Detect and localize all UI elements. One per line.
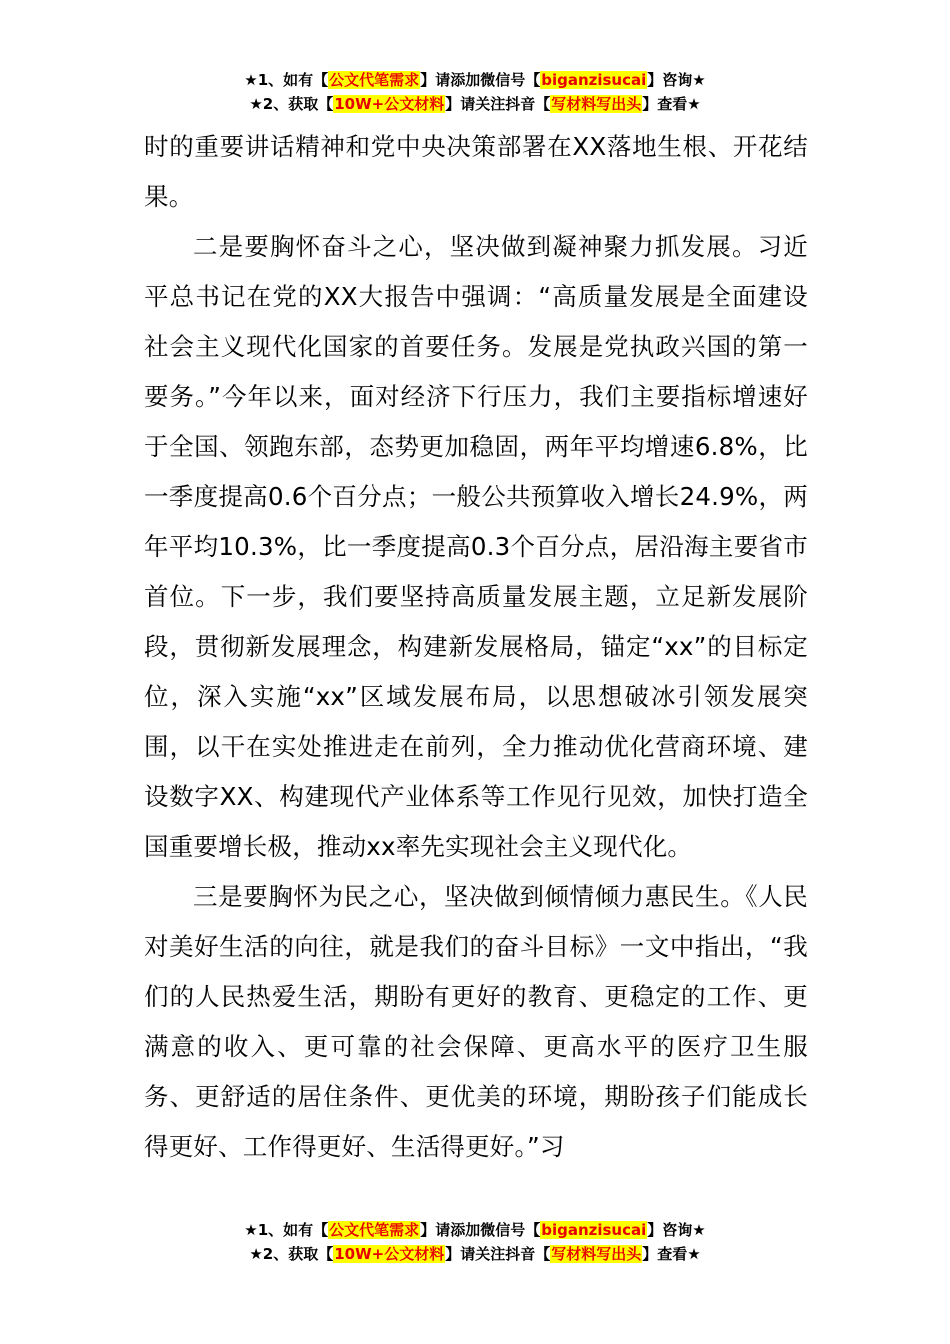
banner-text: 】查看★ [642, 95, 701, 113]
banner-text: ★2、获取【 [249, 95, 334, 113]
paragraph-continuation: 时的重要讲话精神和党中央决策部署在XX落地生根、开花结果。 [144, 132, 808, 211]
paragraph-three: 三是要胸怀为民之心，坚决做到倾情倾力惠民生。《人民对美好生活的向往，就是我们的奋斗目标》一文中指出，“我们的人民热爱生活，期盼有更好的教育、更稳定的工作、更满意的收入、更可靠的社会保障、更高水平的医疗卫生服务、更舒适的居住条件、更优美的环境，期盼孩子们能成长得更好、工作得更好、生活得更好。”习 [144, 882, 808, 1161]
banner-text: ★1、如有【 [244, 71, 329, 89]
banner-text: 】请关注抖音【 [445, 95, 551, 113]
banner-line-2 [0, 92, 950, 116]
banner-text: 】咨询★ [647, 71, 706, 89]
highlight-materials: 10W+公文材料 [334, 95, 445, 113]
banner-text: 】请添加微信号【 [420, 1221, 541, 1239]
footer-banner [0, 1218, 950, 1266]
banner-text: 】请关注抖音【 [445, 1245, 551, 1263]
banner-line-2 [0, 1242, 950, 1266]
highlight-douyin-account: 写材料写出头 [551, 95, 642, 113]
banner-line-1 [0, 1218, 950, 1242]
paragraph-two: 二是要胸怀奋斗之心，坚决做到凝神聚力抓发展。习近平总书记在党的XX大报告中强调：“高质量发展是全面建设社会主义现代化国家的首要任务。发展是党执政兴国的第一要务。”今年以来，面对经济下行压力，我们主要指标增速好于全国、领跑东部，态势更加稳固，两年平均增速6.8%，比一季度提高0.6个百分点；一般公共预算收入增长24.9%，两年平均10.3%，比一季度提高0.3个百分点，居沿海主要省市首位。下一步，我们要坚持高质量发展主题，立足新发展阶段，贯彻新发展理念，构建新发展格局，锚定“xx”的目标定位，深入实施“xx”区域发展布局，以思想破冰引领发展突围，以干在实处推进走在前列，全力推动优化营商环境、建设数字XX、构建现代产业体系等工作见行见效，加快打造全国重要增长极，推动xx率先实现社会主义现代化。 [144, 232, 808, 861]
header-banner [0, 68, 950, 116]
document-body [144, 122, 808, 1172]
highlight-materials: 10W+公文材料 [334, 1245, 445, 1263]
banner-line-1 [0, 68, 950, 92]
highlight-douyin-account: 写材料写出头 [551, 1245, 642, 1263]
highlight-service: 公文代笔需求 [329, 1221, 420, 1239]
banner-text: ★2、获取【 [249, 1245, 334, 1263]
highlight-wechat-id: biganzisucai [541, 1221, 647, 1239]
banner-text: 】请添加微信号【 [420, 71, 541, 89]
banner-text: 】查看★ [642, 1245, 701, 1263]
highlight-wechat-id: biganzisucai [541, 71, 647, 89]
banner-text: 】咨询★ [647, 1221, 706, 1239]
highlight-service: 公文代笔需求 [329, 71, 420, 89]
banner-text: ★1、如有【 [244, 1221, 329, 1239]
